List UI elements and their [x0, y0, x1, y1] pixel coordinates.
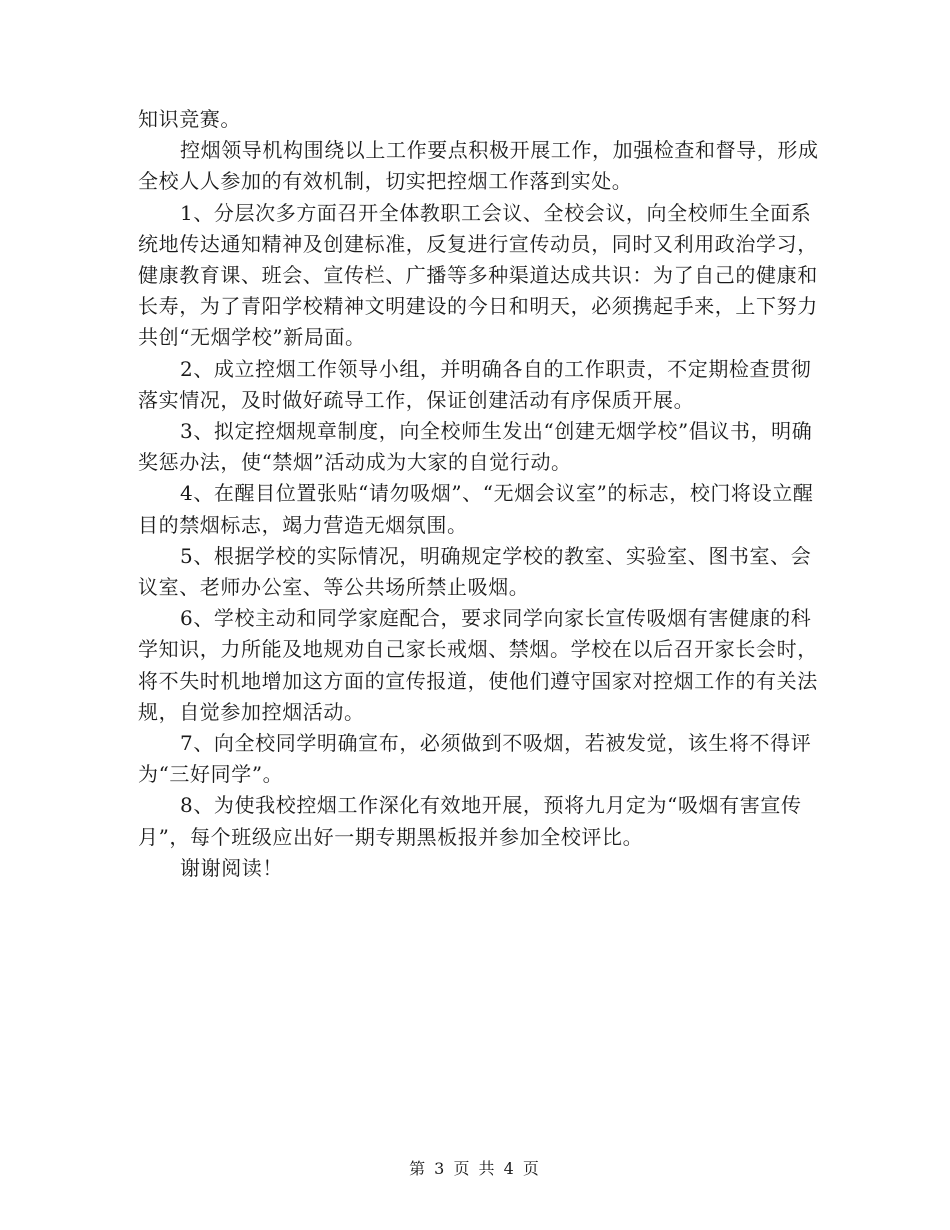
paragraph-item-4: 4、在醒目位置张贴“请勿吸烟”、“无烟会议室”的标志，校门将设立醒目的禁烟标志，竭力营造无烟氛围。: [138, 481, 814, 537]
paragraph-item-6: 6、学校主动和同学家庭配合，要求同学向家长宣传吸烟有害健康的科学知识，力所能及地规劝自己家长戒烟、禁烟。学校在以后召开家长会时，将不失时机地增加这方面的宣传报道，使他们遵守国家对控烟工作的有关法规，自觉参加控烟活动。: [138, 606, 818, 724]
page-number-footer: 第 3 页 共 4 页: [409, 1159, 541, 1178]
paragraph-item-2: 2、成立控烟工作领导小组，并明确各自的工作职责，不定期检查贯彻落实情况，及时做好疏导工作，保证创建活动有序保质开展。: [138, 356, 812, 412]
paragraph-item-7: 7、向全校同学明确宣布，必须做到不吸烟，若被发觉，该生将不得评为“三好同学”。: [138, 731, 812, 787]
paragraph-intro-continued: 知识竞赛。: [138, 107, 241, 131]
paragraph-item-3: 3、拟定控烟规章制度，向全校师生发出“创建无烟学校”倡议书，明确奖惩办法，使“禁烟”活动成为大家的自觉行动。: [138, 419, 813, 475]
paragraph-leadership: 控烟领导机构围绕以上工作要点积极开展工作，加强检查和督导，形成全校人人参加的有效机制，切实把控烟工作落到实处。: [138, 138, 819, 194]
paragraph-thanks: 谢谢阅读！: [180, 855, 283, 880]
paragraph-item-8: 8、为使我校控烟工作深化有效地开展，预将九月定为“吸烟有害宣传月”，每个班级应出好一期专期黑板报并参加全校评比。: [138, 793, 802, 849]
document-body: [138, 104, 828, 884]
paragraph-item-5: 5、根据学校的实际情况，明确规定学校的教室、实验室、图书室、会议室、老师办公室、等公共场所禁止吸烟。: [138, 543, 812, 600]
paragraph-item-1: 1、分层次多方面召开全体教职工会议、全校会议，向全校师生全面系统地传达通知精神及创建标准，反复进行宣传动员，同时又利用政治学习，健康教育课、班会、宣传栏、广播等多种渠道达成共识：为了自己的健康和长寿，为了青阳学校精神文明建设的今日和明天，必须携起手来，上下努力共创“无烟学校”新局面。: [138, 200, 818, 350]
